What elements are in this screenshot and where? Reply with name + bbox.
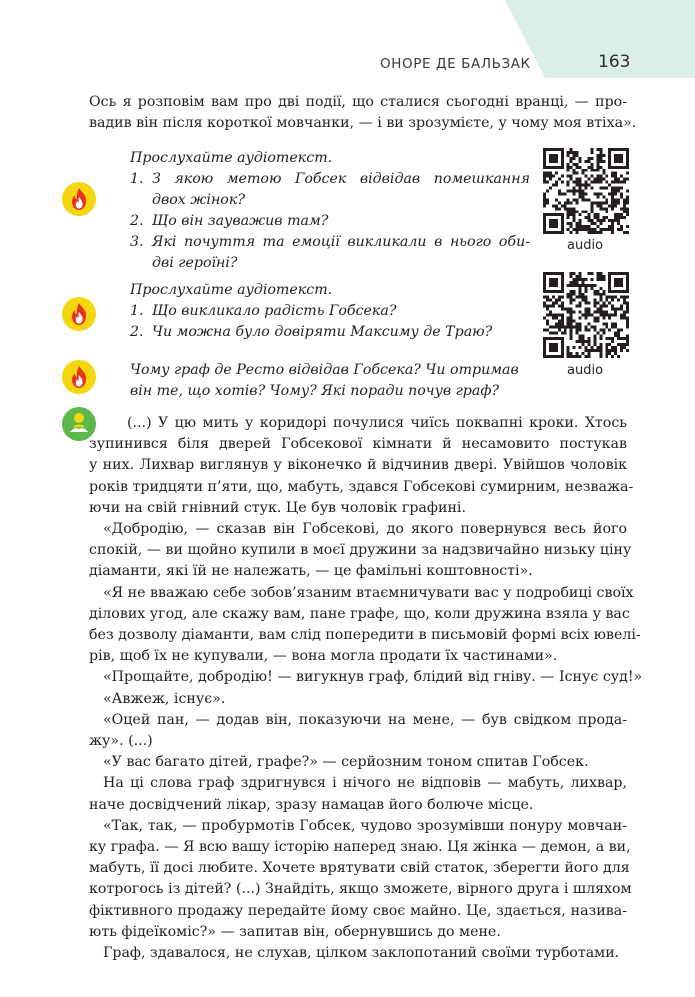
question-text: Що викликало радість Гобсека? [152, 303, 397, 319]
task-text-line: він те, що хотів? Чому? Які поради почув граф? [130, 383, 500, 399]
question-number: 1. [130, 303, 144, 319]
text-line: ючи на свій гнівний стук. Це був чоловік графині. [89, 499, 466, 516]
header-decoration [0, 0, 695, 78]
text-line: жу». (...) [89, 733, 153, 750]
text-line: «Прощайте, добродію! — вигукнув граф, блідий від гніву. — Існує суд!» [103, 669, 643, 686]
question-number: 3. [130, 234, 144, 250]
fire-icon [62, 182, 96, 216]
running-head: ОНОРЕ ДЕ БАЛЬЗАК [380, 56, 531, 72]
paragraph-continuation [89, 455, 634, 519]
fire-icon [62, 297, 96, 331]
intro-paragraph [89, 92, 637, 134]
text-line: діаманти, які їй не належать, — це фамільні коштовності». [89, 563, 533, 580]
fire-icon [62, 360, 96, 394]
task-heading: Прослухайте аудіотекст. [130, 150, 333, 166]
text-line: ку графа. — Я всю вашу історію наперед знаю. Ця жінка — демон, а ви, [89, 839, 631, 856]
text-line: «Добродію, — сказав він Гобсекові, до якого повернувся весь його [103, 521, 627, 538]
intro-line: Ось я розповім вам про дві події, що сталися сьогодні вранці, — про- [89, 94, 627, 110]
task-heading: Прослухайте аудіотекст. [130, 282, 333, 298]
paragraph [89, 667, 643, 688]
paragraph [89, 689, 627, 710]
text-line: «У вас багато дітей, графе?» — серйозним тоном спитав Гобсек. [103, 754, 589, 771]
question-text: дві героїні? [152, 255, 238, 271]
text-line: На ці слова граф здригнувся і нічого не відповів — мабуть, лихвар, [103, 775, 627, 792]
text-line: «Я не вважаю себе зобов’язаним втаємничувати вас у подробиці своїх [103, 584, 634, 601]
audio-label: audio [567, 238, 604, 253]
task-question [130, 232, 530, 274]
text-line: фіктивного продажу передайте йому своє майно. Це, здається, назива- [89, 902, 627, 919]
question-number: 2. [130, 213, 144, 229]
task-text-line: Чому граф де Ресто відвідав Гобсека? Чи отримав [130, 362, 519, 378]
task-question [130, 322, 530, 343]
paragraph [89, 710, 627, 752]
task-listening-1 [130, 148, 530, 274]
text-line: (...) У цю мить у коридорі почулися чиїсь поквапні кроки. Хтось [127, 415, 627, 431]
task-question-list [130, 301, 530, 343]
page-number: 163 [598, 52, 631, 72]
text-line: рів, щоб їх не купували, — вона могла продати їх частинами». [89, 648, 558, 665]
paragraph [89, 816, 632, 943]
text-line: Граф, здавалося, не слухав, цілком заклопотаний своїми турботами. [103, 945, 620, 962]
task-discussion [130, 360, 519, 402]
task-question [130, 301, 530, 322]
text-line: ділових угод, але скажу вам, пане графе, що, коли дружина взяла у вас [89, 605, 630, 622]
question-text: Чи можна було довіряти Максиму де Траю? [152, 324, 493, 340]
question-text: двох жінок? [152, 192, 245, 208]
body-text [89, 413, 643, 964]
question-text: Які почуття та емоції викликали в нього оби- [152, 234, 530, 250]
audio-label: audio [567, 363, 604, 378]
task-question [130, 169, 530, 211]
paragraph [89, 943, 627, 964]
intro-line: вадив він після короткої мовчанки, — і ви зрозумієте, у чому моя втіха». [89, 115, 637, 131]
text-line: мабуть, її досі любите. Хочете врятувати свій статок, зберегти його для [89, 860, 630, 877]
question-number: 2. [130, 324, 144, 340]
qr-code-icon[interactable] [543, 148, 629, 234]
text-line: спокій, — ви щойно купили в моєї дружини за надзвичайно низьку ціну [89, 542, 632, 559]
text-line: «Так, так, — пробурмотів Гобсек, чудово зрозумівши понуру мовчан- [103, 817, 627, 834]
paragraph [89, 752, 627, 773]
question-text: З якою метою Гобсек відвідав помешкання [152, 171, 530, 187]
text-line: у них. Лихвар виглянув у віконечко й відчинив двері. Увійшов чоловік [89, 457, 627, 474]
text-line: ють фідеїкоміс?» — запитав він, обернувшись до мене. [89, 923, 501, 940]
paragraph [89, 413, 627, 434]
text-line: наче досвідчений лікар, зразу намацав його болюче місце. [89, 796, 534, 813]
question-text: Що він зауважив там? [152, 213, 329, 229]
header-band [0, 0, 695, 78]
paragraph [89, 773, 627, 815]
paragraph [89, 519, 632, 583]
text-line: «Оцей пан, — додав він, показуючи на мене, — був свідком прода- [103, 711, 627, 728]
paragraph [89, 583, 641, 668]
text-line: без дозволу діаманти, вам слід попередити в письмовій формі всіх ювелі- [89, 627, 641, 644]
task-question-list [130, 169, 530, 274]
qr-code-icon[interactable] [543, 272, 629, 358]
task-listening-2 [130, 280, 530, 343]
paragraph-continuation [89, 434, 627, 455]
text-line: зупинився біля дверей Гобсекової кімнати й несамовито постукав [89, 436, 627, 453]
text-line: котрогось із дітей? (...) Знайдіть, якщо зможете, вірного друга і шляхом [89, 881, 632, 898]
text-line: «Авжеж, існує». [103, 690, 226, 707]
question-number: 1. [130, 171, 144, 187]
task-question [130, 211, 530, 232]
text-line: років тридцяти п’яти, що, мабуть, здався Гобсекові сумирним, незважа- [89, 478, 634, 495]
